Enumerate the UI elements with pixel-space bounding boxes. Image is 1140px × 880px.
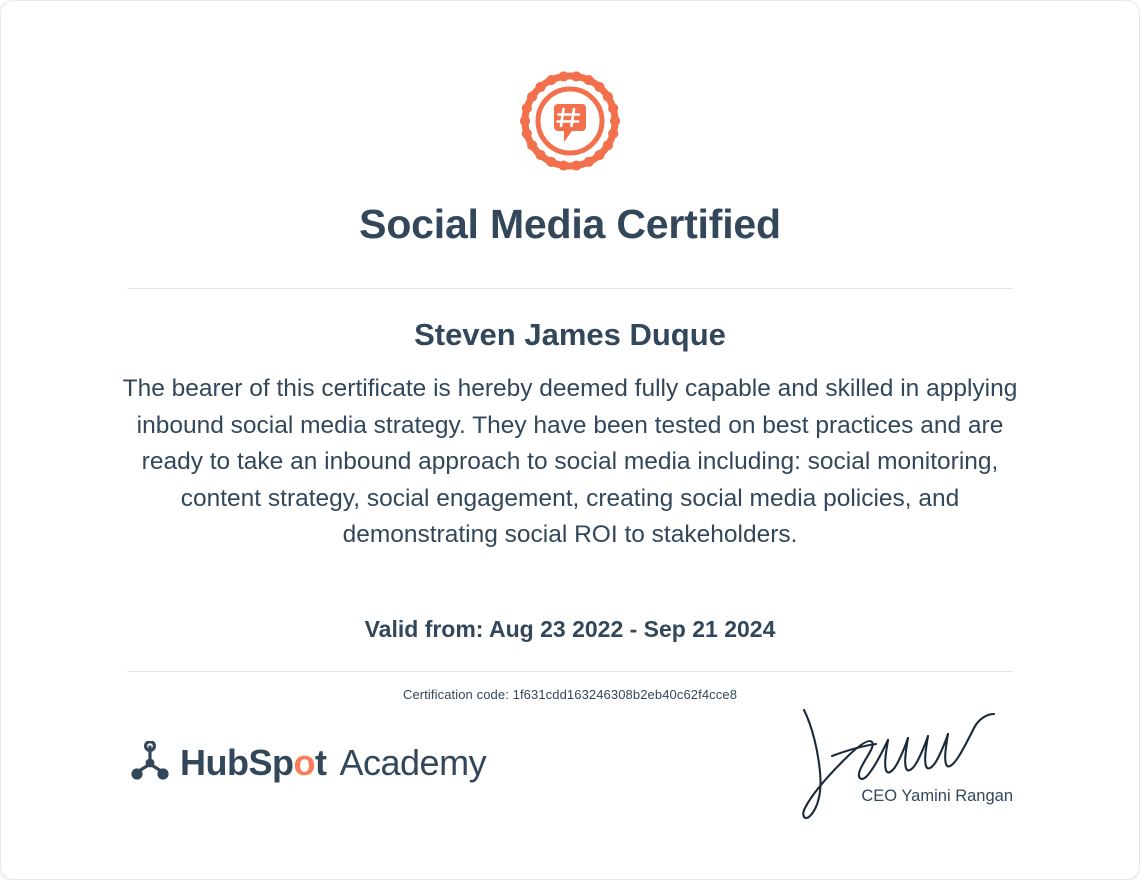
hubspot-wordmark bbox=[180, 742, 486, 784]
hubspot-sprocket-icon bbox=[127, 741, 173, 785]
divider-bottom bbox=[127, 671, 1013, 672]
wordmark-o: o bbox=[293, 742, 315, 783]
signature-block bbox=[753, 704, 1013, 822]
wordmark-academy: Academy bbox=[339, 742, 487, 783]
hubspot-social-badge-icon bbox=[512, 63, 628, 179]
wordmark-sp: Sp bbox=[248, 742, 294, 783]
divider-top bbox=[127, 288, 1013, 289]
recipient-name: Steven James Duque bbox=[414, 317, 726, 352]
wordmark-t: t bbox=[315, 742, 327, 783]
certificate-seal bbox=[512, 63, 628, 179]
hubspot-academy-logo bbox=[127, 741, 486, 785]
certificate-title: Social Media Certified bbox=[359, 201, 781, 247]
validity-period: Valid from: Aug 23 2022 - Sep 21 2024 bbox=[364, 615, 776, 642]
ceo-name: CEO Yamini Rangan bbox=[861, 787, 1013, 805]
wordmark-hub: Hub bbox=[180, 742, 249, 783]
certificate-description: The bearer of this certificate is hereby deemed fully capable and skilled in applying inbound social media strategy. They have been tested on best practices and are ready to take an inbound approach to social media including: social monitoring, content strategy, social engagement, creating social media policies, and demonstrating social ROI to stakeholders. bbox=[122, 375, 1018, 548]
certification-code: Certification code: 1f631cdd163246308b2eb40c62f4cce8 bbox=[402, 686, 738, 702]
certificate-footer bbox=[1, 703, 1139, 823]
